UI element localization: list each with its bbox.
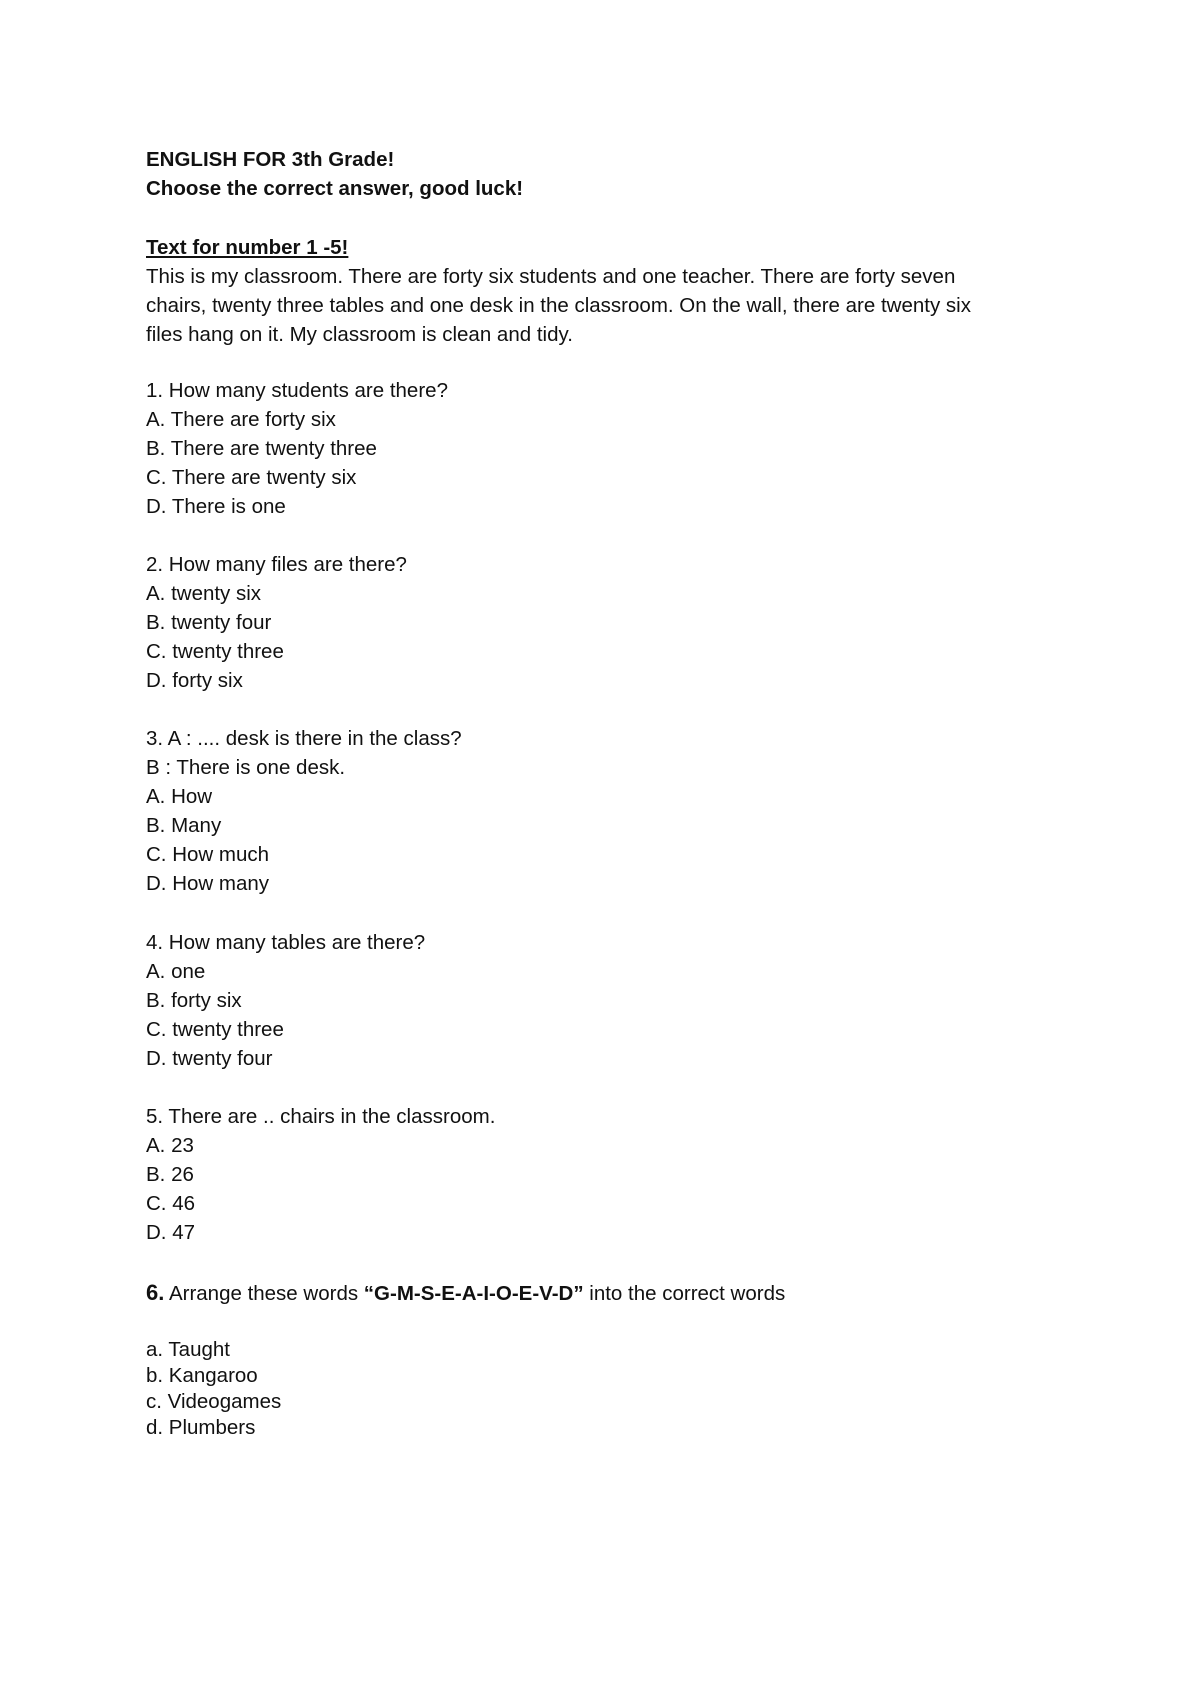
- question-6-number: 6.: [146, 1280, 165, 1305]
- question-4-option-d: D. twenty four: [146, 1047, 273, 1070]
- question-1-option-a: A. There are forty six: [146, 408, 336, 431]
- question-4-option-a: A. one: [146, 960, 206, 983]
- question-1-option-c: C. There are twenty six: [146, 466, 357, 489]
- question-5-option-b: B. 26: [146, 1163, 194, 1186]
- worksheet-title: ENGLISH FOR 3th Grade!: [146, 148, 395, 171]
- question-1-option-b: B. There are twenty three: [146, 437, 377, 460]
- question-2-text: 2. How many files are there?: [146, 553, 407, 576]
- question-3-option-d: D. How many: [146, 872, 270, 895]
- question-1-option-d: D. There is one: [146, 495, 286, 518]
- question-5-option-d: D. 47: [146, 1221, 195, 1244]
- question-6-option-b: b. Kangaroo: [146, 1364, 258, 1387]
- worksheet-instruction: Choose the correct answer, good luck!: [146, 177, 524, 200]
- question-6-text: [146, 1281, 785, 1306]
- question-3-option-b: B. Many: [146, 814, 222, 837]
- question-6-suffix: into the correct words: [583, 1282, 786, 1305]
- question-3-text: B : There is one desk.: [146, 756, 346, 779]
- question-4-option-c: C. twenty three: [146, 1018, 284, 1041]
- question-3-option-c: C. How much: [146, 843, 270, 866]
- question-1-text: 1. How many students are there?: [146, 379, 448, 402]
- question-6-option-a: a. Taught: [146, 1338, 230, 1361]
- question-3-text: 3. A : .... desk is there in the class?: [146, 727, 462, 750]
- question-2-option-a: A. twenty six: [146, 582, 262, 605]
- question-4-text: 4. How many tables are there?: [146, 931, 426, 954]
- question-2-option-c: C. twenty three: [146, 640, 284, 663]
- question-5-text: 5. There are .. chairs in the classroom.: [146, 1105, 496, 1128]
- question-5-option-c: C. 46: [146, 1192, 195, 1215]
- passage-line: files hang on it. My classroom is clean and tidy.: [146, 323, 573, 346]
- question-4-option-b: B. forty six: [146, 989, 242, 1012]
- question-2-option-b: B. twenty four: [146, 611, 272, 634]
- passage-line: chairs, twenty three tables and one desk in the classroom. On the wall, there are twenty six: [146, 294, 971, 317]
- question-3-option-a: A. How: [146, 785, 213, 808]
- passage-heading: Text for number 1 -5!: [146, 236, 349, 259]
- question-2-option-d: D. forty six: [146, 669, 243, 692]
- question-6-option-c: c. Videogames: [146, 1390, 282, 1413]
- passage-line: This is my classroom. There are forty six students and one teacher. There are forty seven: [146, 265, 956, 288]
- question-6-option-d: d. Plumbers: [146, 1416, 256, 1439]
- question-6-scrambled-word: “G-M-S-E-A-I-O-E-V-D”: [363, 1282, 584, 1305]
- question-6-prefix: Arrange these words: [168, 1282, 364, 1305]
- question-5-option-a: A. 23: [146, 1134, 194, 1157]
- worksheet-page: [146, 0, 1106, 1698]
